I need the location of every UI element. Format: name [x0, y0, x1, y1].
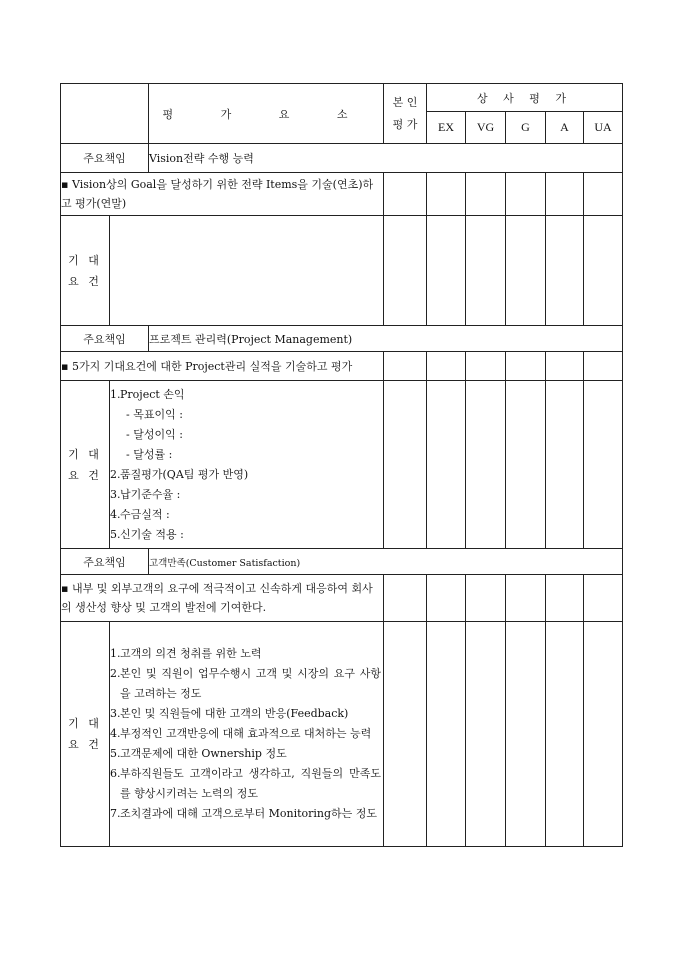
rating-ex: EX [427, 112, 466, 144]
section2-responsibility-label: 주요책임 [61, 326, 149, 352]
rating-cell[interactable] [546, 575, 584, 622]
rating-cell[interactable] [506, 381, 546, 549]
rating-cell[interactable] [546, 381, 584, 549]
rating-cell[interactable] [546, 173, 584, 216]
header-boss-eval: 상 사 평 가 [427, 84, 623, 112]
expectation-label-line2: 요 건 [68, 274, 102, 288]
rating-cell[interactable] [427, 381, 466, 549]
list-item: - 달성이익 : [126, 427, 183, 441]
section2-expectation-content [110, 381, 384, 549]
section3-title: 고객만족(Customer Satisfaction) [149, 549, 623, 575]
rating-cell[interactable] [427, 173, 466, 216]
section3-responsibility-label: 주요책임 [61, 549, 149, 575]
rating-cell[interactable] [506, 352, 546, 381]
expectation-label-line1: 기 대 [68, 447, 102, 461]
rating-cell[interactable] [466, 216, 506, 326]
header-self-eval [384, 84, 427, 144]
section3-description: ▪ 내부 및 외부고객의 요구에 적극적이고 신속하게 대응하여 회사의 생산성 향상 및 고객의 발전에 기여한다. [61, 575, 384, 622]
section3-expectation-label [61, 622, 110, 847]
expectation-label-line1: 기 대 [68, 717, 102, 730]
expectation-label-line2: 요 건 [68, 468, 102, 482]
section3-expectation-content [110, 622, 384, 847]
list-item: 3. 본인 및 직원들에 대한 고객의 반응(Feedback) [110, 707, 349, 720]
rating-cell[interactable] [466, 622, 506, 847]
list-item: 7. 조치결과에 대해 고객으로부터 Monitoring하는 정도 [110, 807, 378, 820]
list-item: 6. 부하직원들도 고객이라고 생각하고, 직원들의 만족도를 향상시키려는 노력의 정도 [110, 767, 381, 800]
rating-cell[interactable] [427, 352, 466, 381]
list-item: 2. 품질평가(QA팀 평가 반영) [110, 467, 249, 481]
expectation-label-line2: 요 건 [68, 738, 102, 751]
self-eval-cell[interactable] [384, 173, 427, 216]
rating-cell[interactable] [584, 622, 623, 847]
rating-cell[interactable] [506, 173, 546, 216]
rating-cell[interactable] [584, 381, 623, 549]
section2-expectation-label [61, 381, 110, 549]
section3-item-list [110, 642, 383, 826]
self-eval-line2: 평 가 [392, 117, 418, 131]
rating-cell[interactable] [427, 622, 466, 847]
section2-item-list [110, 383, 383, 547]
self-eval-cell[interactable] [384, 352, 427, 381]
rating-cell[interactable] [546, 352, 584, 381]
rating-cell[interactable] [584, 173, 623, 216]
rating-cell[interactable] [466, 381, 506, 549]
rating-cell[interactable] [506, 575, 546, 622]
section1-expectation-content[interactable] [110, 216, 384, 326]
rating-ua: UA [584, 112, 623, 144]
list-item: 1. Project 손익 [110, 387, 185, 401]
list-item: 5. 고객문제에 대한 Ownership 정도 [110, 747, 287, 760]
section1-responsibility-label: 주요책임 [61, 144, 149, 173]
rating-cell[interactable] [584, 216, 623, 326]
header-item-column: 평 가 요 소 [149, 84, 384, 144]
list-item: 4. 부정적인 고객반응에 대해 효과적으로 대처하는 능력 [110, 727, 372, 740]
list-item: - 목표이익 : [126, 407, 183, 421]
section1-expectation-label [61, 216, 110, 326]
rating-cell[interactable] [584, 352, 623, 381]
section1-description: ▪ Vision상의 Goal을 달성하기 위한 전략 Items을 기술(연초)하고 평가(연말) [61, 173, 384, 216]
rating-cell[interactable] [506, 622, 546, 847]
rating-cell[interactable] [466, 575, 506, 622]
expectation-label-line1: 기 대 [68, 253, 102, 267]
rating-a: A [546, 112, 584, 144]
rating-cell[interactable] [427, 216, 466, 326]
rating-cell[interactable] [546, 622, 584, 847]
self-eval-cell[interactable] [384, 575, 427, 622]
section2-title: 프로젝트 관리력(Project Management) [149, 326, 623, 352]
rating-cell[interactable] [466, 352, 506, 381]
section2-description: ▪ 5가지 기대요건에 대한 Project관리 실적을 기술하고 평가 [61, 352, 384, 381]
list-item: 4. 수금실적 : [110, 507, 170, 521]
section1-title: Vision전략 수행 능력 [149, 144, 623, 173]
header-blank-cell [61, 84, 149, 144]
self-eval-cell[interactable] [384, 216, 427, 326]
rating-vg: VG [466, 112, 506, 144]
rating-cell[interactable] [584, 575, 623, 622]
rating-cell[interactable] [546, 216, 584, 326]
self-eval-cell[interactable] [384, 381, 427, 549]
rating-cell[interactable] [466, 173, 506, 216]
self-eval-line1: 본 인 [392, 95, 418, 109]
list-item: 5. 신기술 적용 : [110, 527, 184, 541]
rating-g: G [506, 112, 546, 144]
list-item: 1. 고객의 의견 청취를 위한 노력 [110, 647, 262, 660]
self-eval-cell[interactable] [384, 622, 427, 847]
list-item: 2. 본인 및 직원이 업무수행시 고객 및 시장의 요구 사항을 고려하는 정도 [110, 667, 381, 700]
rating-cell[interactable] [427, 575, 466, 622]
rating-cell[interactable] [506, 216, 546, 326]
list-item: - 달성률 : [126, 447, 173, 461]
evaluation-table [60, 83, 623, 847]
list-item: 3. 납기준수율 : [110, 487, 181, 501]
